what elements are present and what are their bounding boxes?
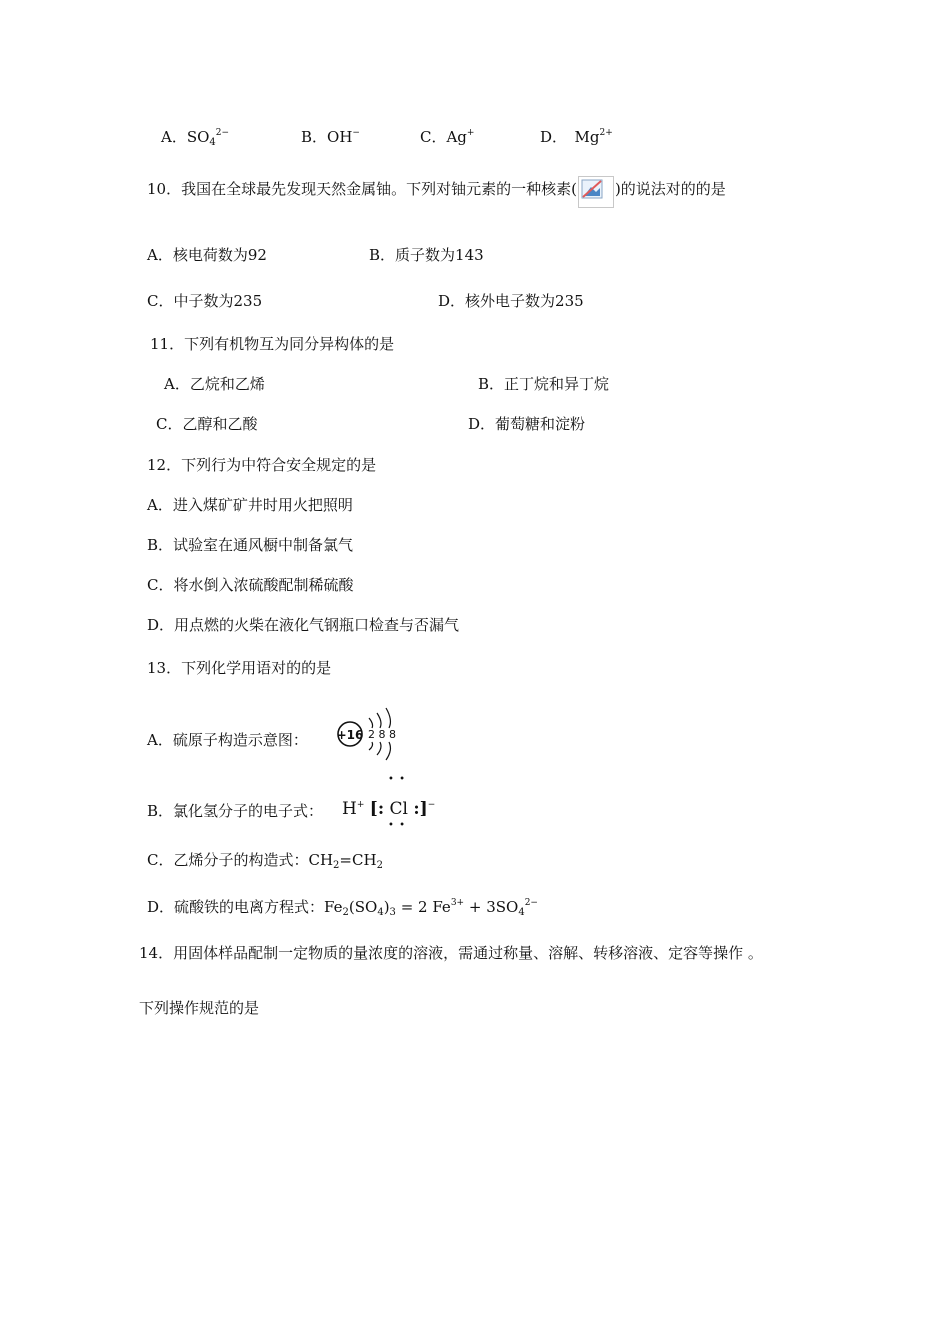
q9-option-c: C．Ag+ [420, 128, 475, 146]
sulfur-atom-diagram [336, 704, 400, 764]
q11-option-c: C．乙醇和乙酸 [156, 415, 258, 433]
q9-option-a: A．$SO_4^{2-}$ [161, 128, 230, 148]
q10-option-b: B．质子数为143 [369, 246, 484, 264]
q9-option-b: B．OH− [301, 128, 360, 146]
q12-option-a: A．进入煤矿矿井时用火把照明 [147, 496, 353, 514]
broken-image-icon [578, 176, 614, 208]
q12-option-d: D．用点燃的火柴在液化气钢瓶口检查与否漏气 [147, 616, 460, 634]
q10-option-c: C．中子数为235 [147, 292, 263, 310]
q11-option-d: D．葡萄糖和淀粉 [468, 415, 586, 433]
q12-stem: 12．下列行为中符合安全规定的是 [147, 456, 377, 474]
atom-shell-electrons: 2 8 8 [368, 728, 396, 741]
q13-stem: 13．下列化学用语对的的是 [147, 659, 332, 677]
hcl-lone-pair-bottom: • • [388, 820, 406, 831]
atom-nucleus-label: +16 [336, 728, 364, 742]
q13-option-b-label: B．氯化氢分子的电子式： [147, 802, 324, 820]
hcl-electron-formula: H+ [: Cl :]− [342, 799, 436, 819]
q13-option-d: D．硫酸铁的电离方程式：$Fe_2(SO_4)_3 = 2$ $Fe^{3+} + 3SO_4^{2-}$ [147, 898, 538, 918]
q14-stem-line2: 下列操作规范的是 [139, 999, 260, 1017]
q13-option-a-label: A．硫原子构造示意图： [147, 731, 308, 749]
q13-option-c: C．乙烯分子的构造式：$CH_2=CH_2$ [147, 851, 383, 871]
q14-stem-line1: 14．用固体样品配制一定物质的量浓度的溶液，需通过称量、溶解、转移溶液、定容等操作 。 [139, 944, 763, 962]
q10-option-a: A．核电荷数为92 [147, 246, 267, 264]
q9-option-d: D． $Mg^{2+}$ [540, 128, 613, 146]
hcl-lone-pair-top: • • [388, 774, 406, 785]
q12-option-c: C．将水倒入浓硫酸配制稀硫酸 [147, 576, 354, 594]
q12-option-b: B．试验室在通风橱中制备氯气 [147, 536, 354, 554]
q11-stem: 11．下列有机物互为同分异构体的是 [150, 335, 395, 353]
q10-stem: 10．我国在全球最先发现天然金属铀。下列对铀元素的一种核素( )的说法对的的是 [147, 176, 726, 208]
q11-option-a: A．乙烷和乙烯 [164, 375, 265, 393]
q11-option-b: B．正丁烷和异丁烷 [478, 375, 610, 393]
q10-option-d: D．核外电子数为235 [438, 292, 584, 310]
